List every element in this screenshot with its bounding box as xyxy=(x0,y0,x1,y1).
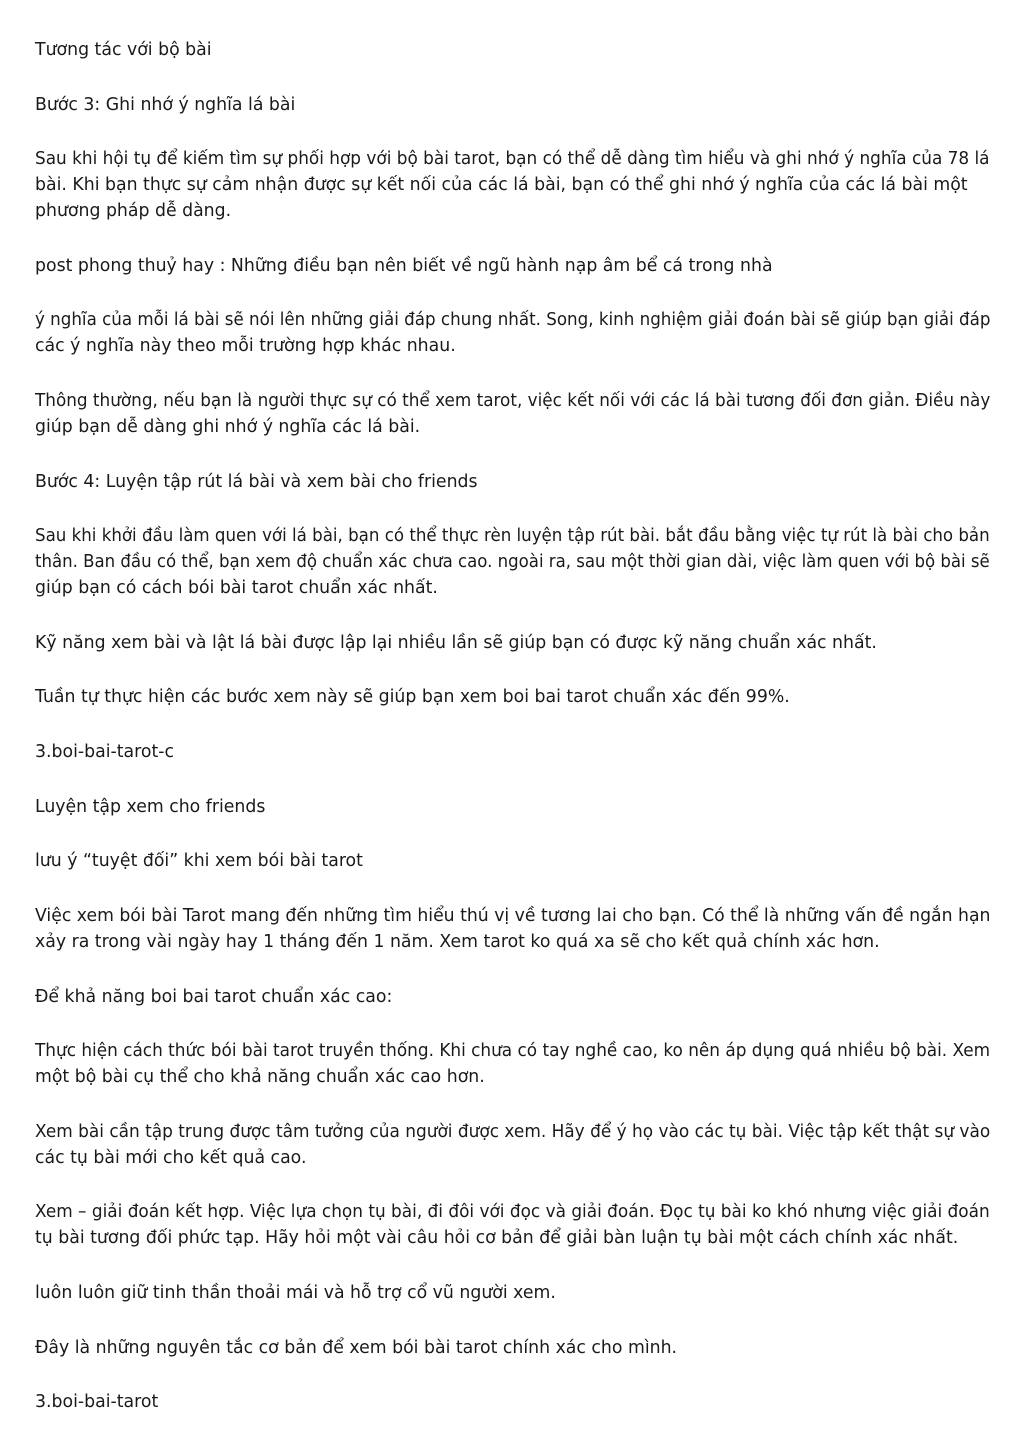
heading-step-4 xyxy=(35,469,995,495)
text-line: giúp bạn có cách bói bài tarot chuẩn xác nhất. xyxy=(35,578,438,598)
paragraph-memorize-meanings xyxy=(35,146,995,224)
paragraph-practice-friends xyxy=(35,794,995,820)
paragraph-usually xyxy=(35,388,995,440)
text-line: post phong thuỷ hay : Những điều bạn nên biết về ngũ hành nạp âm bể cá trong nhà xyxy=(35,256,773,276)
paragraph-accuracy-intro xyxy=(35,984,995,1010)
paragraph-practice-drawing xyxy=(35,523,995,601)
paragraph-combined-reading xyxy=(35,1199,995,1251)
text-line: Sau khi hội tụ để kiếm tìm sự phối hợp với bộ bài tarot, bạn có thể dễ dàng tìm hiểu và ghi nhớ ý nghĩa của 78 lá xyxy=(35,149,990,169)
text-line: Xem – giải đoán kết hợp. Việc lựa chọn tụ bài, đi đôi với đọc và giải đoán. Đọc tụ bài ko khó nhưng việc giải đoán xyxy=(35,1202,990,1222)
text-line: ý nghĩa của mỗi lá bài sẽ nói lên những giải đáp chung nhất. Song, kinh nghiệm giải đoán bài sẽ giúp bạn giải đáp xyxy=(35,310,991,330)
text-line: một bộ bài cụ thể cho khả năng chuẩn xác cao hơn. xyxy=(35,1067,485,1087)
text-line: 3.boi-bai-tarot xyxy=(35,1392,159,1412)
text-line: giúp bạn dễ dàng ghi nhớ ý nghĩa các lá bài. xyxy=(35,417,421,437)
text-line: Luyện tập xem cho friends xyxy=(35,797,266,817)
paragraph-feng-shui-post xyxy=(35,253,995,279)
text-line: các tụ bài mới cho kết quả cao. xyxy=(35,1148,307,1168)
text-line: lưu ý “tuyệt đối” khi xem bói bài tarot xyxy=(35,851,363,871)
paragraph-interact-deck xyxy=(35,37,995,63)
text-line: Thông thường, nếu bạn là người thực sự có thể xem tarot, việc kết nối với các lá bài tương đối đơn giản. Điều này xyxy=(35,391,991,411)
paragraph-tarot-future xyxy=(35,903,995,955)
text-line: bài. Khi bạn thực sự cảm nhận được sự kết nối của các lá bài, bạn có thể ghi nhớ ý nghĩa của các lá bài một xyxy=(35,175,968,195)
paragraph-relaxed-spirit xyxy=(35,1280,995,1306)
text-line: Để khả năng boi bai tarot chuẩn xác cao: xyxy=(35,987,393,1007)
heading-step-3 xyxy=(35,92,995,118)
paragraph-focus xyxy=(35,1119,995,1171)
paragraph-sequential-steps xyxy=(35,684,995,710)
text-line: các ý nghĩa này theo mỗi trường hợp khác nhau. xyxy=(35,336,456,356)
text-line: Kỹ năng xem bài và lật lá bài được lập lại nhiều lần sẽ giúp bạn có được kỹ năng chuẩn xác nhất. xyxy=(35,633,877,653)
text-line: tụ bài tương đối phức tạp. Hãy hỏi một vài câu hỏi cơ bản để giải bàn luận tụ bài một cách chính xác nhất. xyxy=(35,1228,959,1248)
image-caption-boi-bai-tarot-c xyxy=(35,739,995,765)
text-line: Tuần tự thực hiện các bước xem này sẽ giúp bạn xem boi bai tarot chuẩn xác đến 99%. xyxy=(35,687,790,707)
text-line: luôn luôn giữ tinh thần thoải mái và hỗ trợ cổ vũ người xem. xyxy=(35,1283,556,1303)
paragraph-traditional-method xyxy=(35,1038,995,1090)
text-line: 3.boi-bai-tarot-c xyxy=(35,742,175,762)
heading-absolute-notes xyxy=(35,848,995,874)
text-line: Xem bài cần tập trung được tâm tưởng của người được xem. Hãy để ý họ vào các tụ bài. Việc tập kết thật sự vào xyxy=(35,1122,991,1142)
text-line: Bước 4: Luyện tập rút lá bài và xem bài cho friends xyxy=(35,472,478,492)
text-line: thân. Ban đầu có thể, bạn xem độ chuẩn xác chưa cao. ngoài ra, sau một thời gian dài, việc làm quen với bộ bài sẽ xyxy=(35,552,990,572)
paragraph-basic-principles xyxy=(35,1335,995,1361)
text-line: phương pháp dễ dàng. xyxy=(35,201,232,221)
text-line: Việc xem bói bài Tarot mang đến những tìm hiểu thú vị về tương lai cho bạn. Có thể là những vấn đề ngắn hạn xyxy=(35,906,991,926)
paragraph-card-meanings xyxy=(35,307,995,359)
text-line: xảy ra trong vài ngày hay 1 tháng đến 1 năm. Xem tarot ko quá xa sẽ cho kết quả chính xác hơn. xyxy=(35,932,880,952)
text-line: Bước 3: Ghi nhớ ý nghĩa lá bài xyxy=(35,95,296,115)
text-line: Sau khi khởi đầu làm quen với lá bài, bạn có thể thực rèn luyện tập rút bài. bắt đầu bằng việc tự rút là bài cho bản xyxy=(35,526,990,546)
image-caption-boi-bai-tarot xyxy=(35,1389,995,1415)
text-line: Thực hiện cách thức bói bài tarot truyền thống. Khi chưa có tay nghề cao, ko nên áp dụng quá nhiều bộ bài. Xem xyxy=(35,1041,991,1061)
text-line: Tương tác với bộ bài xyxy=(35,40,212,60)
text-line: Đây là những nguyên tắc cơ bản để xem bói bài tarot chính xác cho mình. xyxy=(35,1338,678,1358)
paragraph-skill-repeat xyxy=(35,630,995,656)
